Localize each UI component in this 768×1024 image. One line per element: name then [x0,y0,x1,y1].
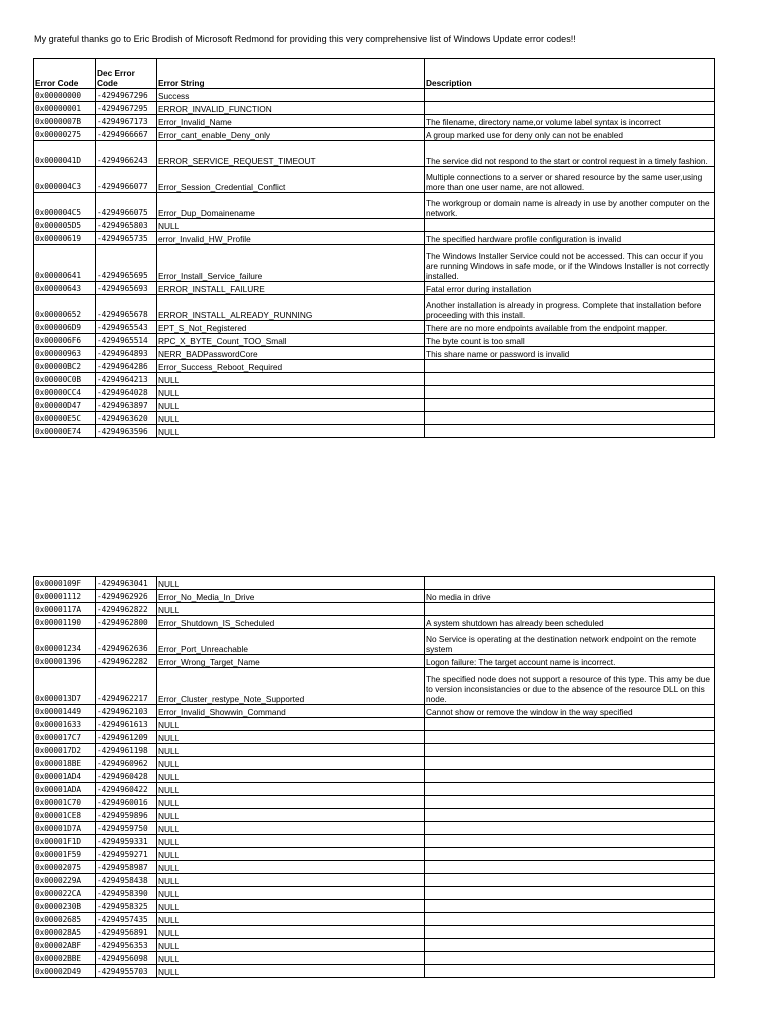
table-row [34,334,715,347]
error-code-cell: 0x00001AD4 [34,770,96,783]
error-string-cell: NULL [157,399,425,412]
description-cell [425,939,715,952]
dec-error-code-cell: -4294960962 [96,757,157,770]
dec-error-code-cell: -4294967295 [96,102,157,115]
dec-error-code-cell: -4294963620 [96,412,157,425]
error-code-cell: 0x00000001 [34,102,96,115]
table-row [34,399,715,412]
table-row [34,770,715,783]
dec-error-code-cell: -4294966243 [96,141,157,167]
dec-error-code-cell: -4294956891 [96,926,157,939]
description-cell: The byte count is too small [425,334,715,347]
error-string-cell: Error_Invalid_Name [157,115,425,128]
error-code-cell: 0x00001F1D [34,835,96,848]
error-code-cell: 0x00000000 [34,89,96,102]
error-code-cell: 0x00000619 [34,232,96,245]
error-code-cell: 0x00000643 [34,282,96,295]
error-code-cell: 0x00002D49 [34,965,96,978]
dec-error-code-cell: -4294963897 [96,399,157,412]
error-string-cell: Error_No_Media_In_Drive [157,590,425,603]
error-code-cell: 0x00000275 [34,128,96,141]
error-string-cell: Error_Cluster_restype_Note_Supported [157,668,425,705]
error-code-cell: 0x000006F6 [34,334,96,347]
description-cell: The Windows Installer Service could not be accessed. This can occur if you are running Windows in safe mode, or if the Windows Installer is not correctly installed. [425,245,715,282]
dec-error-code-cell: -4294962636 [96,629,157,655]
table-row [34,848,715,861]
error-string-cell: NULL [157,874,425,887]
error-string-cell: Success [157,89,425,102]
description-cell [425,373,715,386]
table-row [34,668,715,705]
dec-error-code-cell: -4294967296 [96,89,157,102]
description-cell: The workgroup or domain name is already in use by another computer on the network. [425,193,715,219]
dec-error-code-cell: -4294964213 [96,373,157,386]
table-row [34,193,715,219]
description-cell [425,102,715,115]
table-row [34,616,715,629]
error-string-cell: NULL [157,939,425,952]
table-row [34,629,715,655]
dec-error-code-cell: -4294956098 [96,952,157,965]
error-code-cell: 0x000018BE [34,757,96,770]
description-cell [425,718,715,731]
error-code-cell: 0x00001ADA [34,783,96,796]
description-cell: This share name or password is invalid [425,347,715,360]
error-string-cell: Error_Shutdown_IS_Scheduled [157,616,425,629]
dec-error-code-cell: -4294963596 [96,425,157,438]
error-string-cell: Error_Install_Service_failure [157,245,425,282]
description-cell [425,809,715,822]
description-cell: There are no more endpoints available from the endpoint mapper. [425,321,715,334]
dec-error-code-cell: -4294958438 [96,874,157,887]
error-code-cell: 0x00002685 [34,913,96,926]
error-string-cell: NULL [157,757,425,770]
table-row [34,412,715,425]
description-cell: The specified hardware profile configuration is invalid [425,232,715,245]
dec-error-code-cell: -4294961613 [96,718,157,731]
error-string-cell: NULL [157,822,425,835]
error-string-cell: NULL [157,965,425,978]
table-row [34,822,715,835]
dec-error-code-cell: -4294962103 [96,705,157,718]
error-string-cell: NULL [157,809,425,822]
error-code-cell: 0x00002ABF [34,939,96,952]
description-cell [425,861,715,874]
error-code-table-part-1 [33,58,715,438]
dec-error-code-cell: -4294965803 [96,219,157,232]
error-string-cell: NULL [157,926,425,939]
error-code-cell: 0x000004C5 [34,193,96,219]
error-code-cell: 0x000017C7 [34,731,96,744]
table-row [34,900,715,913]
error-string-cell: NULL [157,913,425,926]
error-code-cell: 0x00001190 [34,616,96,629]
description-cell: A group marked use for deny only can not be enabled [425,128,715,141]
error-code-cell: 0x0000117A [34,603,96,616]
error-code-cell: 0x00000E5C [34,412,96,425]
error-string-cell: NULL [157,577,425,590]
error-string-cell: ERROR_INSTALL_ALREADY_RUNNING [157,295,425,321]
dec-error-code-cell: -4294965695 [96,245,157,282]
description-cell [425,796,715,809]
error-string-cell: NULL [157,848,425,861]
error-code-cell: 0x000013D7 [34,668,96,705]
table-row [34,887,715,900]
description-cell [425,770,715,783]
dec-error-code-cell: -4294965693 [96,282,157,295]
dec-error-code-cell: -4294964893 [96,347,157,360]
error-string-cell: NULL [157,952,425,965]
error-string-cell: Error_Session_Credential_Conflict [157,167,425,193]
error-code-cell: 0x00000652 [34,295,96,321]
dec-error-code-cell: -4294958987 [96,861,157,874]
table-row [34,141,715,167]
table-row [34,655,715,668]
dec-error-code-cell: -4294956353 [96,939,157,952]
error-code-cell: 0x00001633 [34,718,96,731]
description-cell [425,848,715,861]
error-code-table-part-2 [33,576,715,978]
error-code-cell: 0x00000963 [34,347,96,360]
table-row [34,360,715,373]
error-code-cell: 0x00000BC2 [34,360,96,373]
error-string-cell: NULL [157,744,425,757]
table-row [34,219,715,232]
error-string-cell: Error_cant_enable_Deny_only [157,128,425,141]
error-string-cell: NULL [157,887,425,900]
error-string-cell: RPC_X_BYTE_Count_TOO_Small [157,334,425,347]
error-code-cell: 0x000028A5 [34,926,96,939]
error-code-cell: 0x00001449 [34,705,96,718]
error-string-cell: Error_Port_Unreachable [157,629,425,655]
description-cell [425,744,715,757]
table-row [34,425,715,438]
error-code-cell: 0x0000007B [34,115,96,128]
dec-error-code-cell: -4294961198 [96,744,157,757]
table-row [34,809,715,822]
error-string-cell: NULL [157,718,425,731]
table-row [34,744,715,757]
table-header-row [34,59,715,89]
error-code-cell: 0x0000230B [34,900,96,913]
error-code-cell: 0x000006D9 [34,321,96,334]
description-cell [425,913,715,926]
error-code-cell: 0x00001CE8 [34,809,96,822]
error-string-cell: Error_Dup_Domainename [157,193,425,219]
error-string-cell: Error_Success_Reboot_Required [157,360,425,373]
table-row [34,913,715,926]
error-code-cell: 0x0000229A [34,874,96,887]
table-row [34,295,715,321]
description-cell [425,89,715,102]
page-heading: My grateful thanks go to Eric Brodish of Microsoft Redmond for providing this very comprehensive list of Windows Update error codes!! [34,34,576,44]
dec-error-code-cell: -4294962926 [96,590,157,603]
error-string-cell: NULL [157,900,425,913]
description-cell [425,874,715,887]
dec-error-code-cell: -4294963041 [96,577,157,590]
dec-error-code-cell: -4294965735 [96,232,157,245]
error-code-cell: 0x0000109F [34,577,96,590]
header-description: Description [425,59,715,89]
description-cell: The service did not respond to the start or control request in a timely fashion. [425,141,715,167]
error-code-cell: 0x00002BBE [34,952,96,965]
error-string-cell: NULL [157,783,425,796]
dec-error-code-cell: -4294962800 [96,616,157,629]
table-row [34,965,715,978]
dec-error-code-cell: -4294962822 [96,603,157,616]
error-string-cell: Error_Wrong_Target_Name [157,655,425,668]
header-error-code: Error Code [34,59,96,89]
dec-error-code-cell: -4294957435 [96,913,157,926]
table-row [34,373,715,386]
description-cell: Another installation is already in progress. Complete that installation before proceeding with this install. [425,295,715,321]
error-code-cell: 0x000022CA [34,887,96,900]
error-string-cell: NULL [157,412,425,425]
table-row [34,245,715,282]
error-string-cell: NULL [157,861,425,874]
table-row [34,321,715,334]
error-string-cell: NULL [157,603,425,616]
description-cell: The specified node does not support a resource of this type. This amy be due to version inconsistancies or due to the absence of the resource DLL on this node. [425,668,715,705]
description-cell: Multiple connections to a server or shared resource by the same user,using more than one user name, are not allowed. [425,167,715,193]
description-cell: No media in drive [425,590,715,603]
table-row [34,577,715,590]
error-code-cell: 0x00000D47 [34,399,96,412]
dec-error-code-cell: -4294961209 [96,731,157,744]
error-code-cell: 0x00001C70 [34,796,96,809]
description-cell [425,731,715,744]
dec-error-code-cell: -4294964286 [96,360,157,373]
dec-error-code-cell: -4294958325 [96,900,157,913]
dec-error-code-cell: -4294965514 [96,334,157,347]
error-code-cell: 0x00001112 [34,590,96,603]
error-string-cell: Error_Invalid_Showwin_Command [157,705,425,718]
dec-error-code-cell: -4294959271 [96,848,157,861]
error-string-cell: NERR_BADPasswordCore [157,347,425,360]
dec-error-code-cell: -4294959750 [96,822,157,835]
table-row [34,232,715,245]
dec-error-code-cell: -4294960428 [96,770,157,783]
error-string-cell: NULL [157,425,425,438]
error-code-cell: 0x000005D5 [34,219,96,232]
error-code-cell: 0x00000CC4 [34,386,96,399]
error-code-cell: 0x000017D2 [34,744,96,757]
table-row [34,102,715,115]
dec-error-code-cell: -4294959331 [96,835,157,848]
dec-error-code-cell: -4294965543 [96,321,157,334]
error-string-cell: NULL [157,796,425,809]
description-cell [425,926,715,939]
error-string-cell: error_Invalid_HW_Profile [157,232,425,245]
description-cell [425,412,715,425]
table-row [34,861,715,874]
description-cell [425,399,715,412]
error-string-cell: NULL [157,386,425,399]
dec-error-code-cell: -4294960422 [96,783,157,796]
description-cell [425,783,715,796]
description-cell [425,577,715,590]
table-row [34,783,715,796]
error-string-cell: NULL [157,835,425,848]
dec-error-code-cell: -4294959896 [96,809,157,822]
description-cell: Logon failure: The target account name is incorrect. [425,655,715,668]
description-cell [425,965,715,978]
description-cell [425,952,715,965]
dec-error-code-cell: -4294964028 [96,386,157,399]
table-row [34,282,715,295]
table-row [34,952,715,965]
dec-error-code-cell: -4294955703 [96,965,157,978]
table-row [34,705,715,718]
table-row [34,926,715,939]
description-cell [425,757,715,770]
description-cell [425,425,715,438]
dec-error-code-cell: -4294962217 [96,668,157,705]
error-string-cell: ERROR_INSTALL_FAILURE [157,282,425,295]
error-string-cell: NULL [157,373,425,386]
header-error-string: Error String [157,59,425,89]
dec-error-code-cell: -4294962282 [96,655,157,668]
header-dec-error-code: Dec Error Code [96,59,157,89]
error-string-cell: NULL [157,770,425,783]
table-row [34,590,715,603]
error-string-cell: ERROR_INVALID_FUNCTION [157,102,425,115]
description-cell [425,822,715,835]
dec-error-code-cell: -4294966075 [96,193,157,219]
table-row [34,603,715,616]
dec-error-code-cell: -4294965678 [96,295,157,321]
error-string-cell: NULL [157,731,425,744]
table-row [34,386,715,399]
description-cell [425,835,715,848]
error-code-cell: 0x00002075 [34,861,96,874]
error-code-cell: 0x00001D7A [34,822,96,835]
table-row [34,89,715,102]
error-code-cell: 0x00001F59 [34,848,96,861]
table-row [34,835,715,848]
table-row [34,347,715,360]
description-cell [425,219,715,232]
description-cell: No Service is operating at the destination network endpoint on the remote system [425,629,715,655]
table-row [34,167,715,193]
description-cell: Cannot show or remove the window in the way specified [425,705,715,718]
error-code-cell: 0x000004C3 [34,167,96,193]
error-string-cell: NULL [157,219,425,232]
error-code-cell: 0x00000C0B [34,373,96,386]
error-code-cell: 0x00000E74 [34,425,96,438]
table-row [34,939,715,952]
dec-error-code-cell: -4294966077 [96,167,157,193]
table-row [34,731,715,744]
dec-error-code-cell: -4294967173 [96,115,157,128]
dec-error-code-cell: -4294960016 [96,796,157,809]
description-cell: The filename, directory name,or volume label syntax is incorrect [425,115,715,128]
error-string-cell: ERROR_SERVICE_REQUEST_TIMEOUT [157,141,425,167]
description-cell [425,900,715,913]
table-row [34,757,715,770]
error-code-cell: 0x00001396 [34,655,96,668]
error-code-cell: 0x00000641 [34,245,96,282]
description-cell [425,386,715,399]
dec-error-code-cell: -4294958390 [96,887,157,900]
description-cell [425,603,715,616]
dec-error-code-cell: -4294966667 [96,128,157,141]
table-row [34,128,715,141]
description-cell: A system shutdown has already been scheduled [425,616,715,629]
description-cell [425,887,715,900]
table-row [34,718,715,731]
table-row [34,115,715,128]
table-row [34,874,715,887]
table-row [34,796,715,809]
error-string-cell: EPT_S_Not_Registered [157,321,425,334]
description-cell [425,360,715,373]
description-cell: Fatal error during installation [425,282,715,295]
error-code-cell: 0x00001234 [34,629,96,655]
error-code-cell: 0x0000041D [34,141,96,167]
